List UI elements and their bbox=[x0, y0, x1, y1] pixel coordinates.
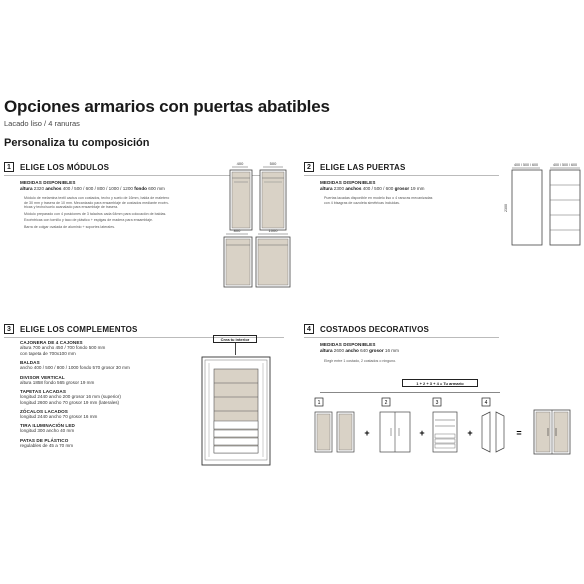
s2-key-altura: altura bbox=[320, 186, 333, 191]
op-plus: + bbox=[419, 428, 425, 438]
module-1000 bbox=[256, 228, 290, 287]
op-equals: = bbox=[516, 428, 522, 438]
s1-val-fondo: 600 mm bbox=[148, 186, 165, 191]
section-4-divider bbox=[304, 337, 499, 338]
s4-val-ancho: 640 bbox=[360, 348, 368, 353]
s3-group bbox=[20, 438, 200, 449]
s3-group-label: PATAS DE PLÁSTICO bbox=[20, 437, 69, 443]
section-2-number: 2 bbox=[304, 162, 314, 172]
s3-group-label: TIRA ILUMINACIÓN LED bbox=[20, 423, 75, 429]
s4-measures-label: MEDIDAS DISPONIBLES bbox=[320, 342, 376, 347]
s3-group-label: CAJONERA DE 4 CAJONES bbox=[20, 340, 83, 345]
section-heading: Personaliza tu composición bbox=[4, 137, 150, 149]
module-800 bbox=[224, 228, 252, 287]
step-1 bbox=[315, 398, 354, 452]
s1-bullets bbox=[24, 196, 214, 230]
s2-val-altura: 2300 bbox=[333, 186, 345, 191]
s3-group-label: BALDAS bbox=[20, 360, 40, 366]
s3-group bbox=[20, 409, 200, 420]
svg-text:2300: 2300 bbox=[504, 204, 508, 212]
s4-key-grosor: grosor bbox=[369, 348, 384, 353]
page-subtitle: Lacado liso / 4 ranuras bbox=[4, 119, 80, 128]
formula-bracket bbox=[320, 392, 500, 393]
door-drawings bbox=[502, 158, 584, 248]
s2-bullet: Puertas lacadas disponible en modelo liso o 4 ranuras mecanizadas bbox=[324, 196, 433, 200]
formula-text: 1 + 2 + 3 + 4 = Tu armario bbox=[416, 380, 464, 386]
s3-group-label: TAPETAS LACADAS bbox=[20, 388, 66, 394]
module-400 bbox=[230, 161, 252, 230]
s3-group-line: regulables de 45 a 70 mm bbox=[20, 442, 74, 448]
step-2 bbox=[380, 398, 410, 452]
dim-label: 1000 bbox=[268, 228, 278, 233]
s2-measures-label: MEDIDAS DISPONIBLES bbox=[320, 180, 376, 185]
s4-measures-line bbox=[320, 348, 399, 354]
s3-group-line: longitud 2440 ancho 70 grosor 16 mm bbox=[20, 414, 98, 420]
composition-steps bbox=[312, 396, 582, 460]
interior-drawing bbox=[200, 355, 272, 467]
s2-key-anchos: anchos bbox=[345, 186, 362, 191]
s2-bullets bbox=[324, 196, 504, 205]
formula-box bbox=[402, 379, 478, 387]
section-4-title: COSTADOS DECORATIVOS bbox=[320, 325, 430, 334]
s2-val-anchos: 400 / 500 / 600 bbox=[362, 186, 394, 191]
door-4-grooves bbox=[550, 163, 580, 245]
svg-text:3: 3 bbox=[435, 400, 439, 406]
create-interior-label: Crea tu interior bbox=[220, 336, 250, 342]
dim-label: 400 bbox=[236, 161, 244, 166]
s4-key-ancho: ancho bbox=[345, 348, 359, 353]
page-title: Opciones armarios con puertas abatibles bbox=[4, 97, 330, 116]
s3-group-line: altura 1858 fondo 565 grosor 19 mm bbox=[20, 379, 95, 385]
s1-key-fondo: fondo bbox=[134, 186, 147, 191]
section-2-divider bbox=[304, 175, 499, 176]
module-drawings bbox=[220, 158, 300, 288]
s3-group-line: altura 700 ancho 450 / 700 fondo 500 mm bbox=[20, 345, 106, 350]
result-wardrobe bbox=[534, 410, 570, 454]
s2-key-grosor: grosor bbox=[394, 186, 410, 191]
s1-bullet: tricas y techo/suelo acanalado para ensamblaje de trasera. bbox=[24, 205, 119, 210]
s3-group-line: ancho 400 / 500 / 800 / 1000 fondo 570 grosor 30 mm bbox=[20, 365, 130, 371]
s4-val-altura: 2600 bbox=[333, 348, 345, 353]
s3-group bbox=[20, 389, 200, 406]
s3-group bbox=[20, 375, 200, 386]
s1-val-altura: 2320 bbox=[33, 186, 45, 191]
s3-group-label: DIVISOR VERTICAL bbox=[20, 374, 65, 380]
section-3-number: 3 bbox=[4, 324, 14, 334]
section-4-number: 4 bbox=[304, 324, 314, 334]
step-4 bbox=[482, 398, 504, 452]
s4-bullet: Elegir entre 1 costado, 2 costados o ninguno. bbox=[324, 359, 397, 363]
s2-bullet: con 4 bisagras de cazoleta simétricas incluidas. bbox=[324, 200, 400, 205]
s1-val-anchos: 400 / 500 / 600 / 800 / 1000 / 1200 bbox=[62, 186, 133, 191]
s3-group-line: longitud 2440 ancho 200 grosor 16 mm (superior) bbox=[20, 393, 121, 399]
op-plus: + bbox=[467, 428, 473, 438]
dim-label: 500 bbox=[269, 161, 277, 166]
module-500 bbox=[260, 161, 286, 230]
svg-text:4: 4 bbox=[484, 400, 488, 406]
s3-complements-list bbox=[20, 340, 200, 449]
s1-bullet: Excéntricas con tornillo y taco de plástico + espigas de madera para ensamblaje. bbox=[24, 218, 153, 223]
svg-text:400 / 500 / 600: 400 / 500 / 600 bbox=[553, 163, 577, 167]
s1-key-altura: altura bbox=[20, 186, 33, 191]
s3-group-line: longitud 300 ancho 40 mm bbox=[20, 428, 75, 434]
s1-measures-label: MEDIDAS DISPONIBLES bbox=[20, 180, 76, 185]
s3-group-line: con tapeta de 700x100 mm bbox=[20, 351, 76, 357]
s3-group-label: ZÓCALOS LACADOS bbox=[20, 409, 68, 415]
s1-bullet: Módulo preparado con 4 posiciones de 3 taladros cada 64mm para colocación de baldas. bbox=[24, 211, 167, 216]
s3-group bbox=[20, 360, 200, 371]
op-plus: + bbox=[364, 428, 370, 438]
s1-bullet: de 30 mm y trasera de 10 mm. Mecanizado para ensamblaje de costados mediante excén- bbox=[24, 200, 169, 205]
s1-bullet: Módulo de melamina textil cactus con costados, techo y suelo de 16mm, balda de maletero bbox=[24, 196, 170, 200]
s4-key-altura: altura bbox=[320, 348, 333, 353]
section-3-title: ELIGE LOS COMPLEMENTOS bbox=[20, 325, 138, 334]
create-interior-button[interactable] bbox=[213, 335, 257, 343]
s2-val-grosor: 19 mm bbox=[410, 186, 425, 191]
s3-group bbox=[20, 340, 200, 357]
section-2-title: ELIGE LAS PUERTAS bbox=[320, 163, 406, 172]
dim-label: 800 bbox=[233, 228, 241, 233]
s1-measures-line bbox=[20, 186, 165, 192]
svg-text:2: 2 bbox=[384, 400, 388, 406]
section-1-number: 1 bbox=[4, 162, 14, 172]
section-1-title: ELIGE LOS MÓDULOS bbox=[20, 163, 110, 172]
s3-group-line: longitud 2600 ancho 70 grosor 19 mm (laterales) bbox=[20, 400, 120, 406]
svg-text:1: 1 bbox=[317, 400, 321, 406]
s4-val-grosor: 16 mm bbox=[384, 348, 399, 353]
svg-text:400 / 500 / 600: 400 / 500 / 600 bbox=[514, 163, 538, 167]
step-3 bbox=[433, 398, 457, 452]
s1-bullet: Barra de colgar ovalada de aluminio + soportes laterales. bbox=[24, 224, 115, 229]
s1-key-anchos: anchos bbox=[45, 186, 62, 191]
button-connector bbox=[235, 343, 236, 355]
s3-group bbox=[20, 423, 200, 434]
s2-measures-line bbox=[320, 186, 425, 192]
door-plain bbox=[504, 163, 542, 245]
